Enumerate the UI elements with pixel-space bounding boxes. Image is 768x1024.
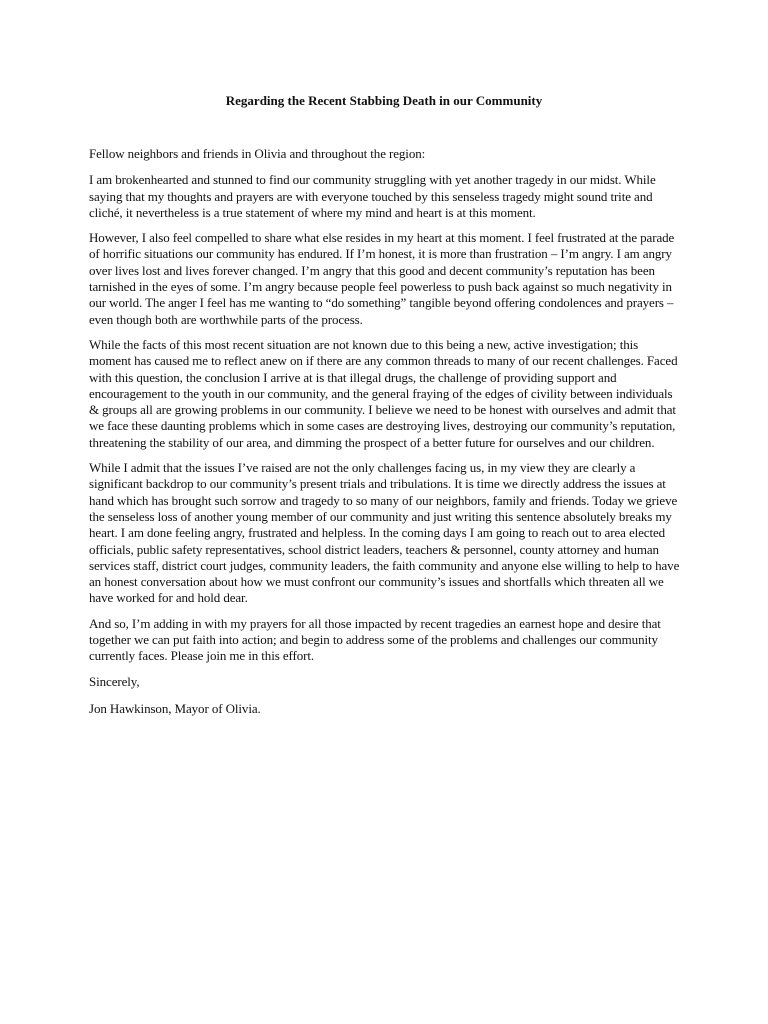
paragraph-1: I am brokenhearted and stunned to find our community struggling with yet another tragedy in our midst. While saying that my thoughts and prayers are with everyone touched by this senseless tragedy might sound trite and cliché, it nevertheless is a true statement of where my mind and heart is at this moment. xyxy=(89,172,656,220)
letter-title: Regarding the Recent Stabbing Death in our Community xyxy=(225,93,543,108)
paragraph-4: While I admit that the issues I’ve raised are not the only challenges facing us, in my view they are clearly a significant backdrop to our community’s present trials and tribulations. It is time we directly address the issues at hand which has brought such sorrow and tragedy to so many of our neighbors, family and friends. Today we grieve the senseless loss of another young member of our community and just writing this sentence absolutely breaks my heart. I am done feeling angry, frustrated and helpless. In the coming days I am going to reach out to area elected officials, public safety representatives, school district leaders, teachers & personnel, county attorney and human services staff, district court judges, community leaders, the faith community and anyone else willing to help to have an honest conversation about how we must confront our community’s issues and shortfalls which threaten all we have worked for and hold dear. xyxy=(89,460,680,606)
paragraph-2: However, I also feel compelled to share what else resides in my heart at this moment. I feel frustrated at the parade of horrific situations our community has endured. If I’m honest, it is more than frustration – I’m angry. I am angry over lives lost and lives forever changed. I’m angry that this good and decent community’s reputation has been tarnished in the eyes of some. I’m angry because people feel powerless to push back against so much negativity in our world. The anger I feel has me wanting to “do something” tangible beyond offering condolences and prayers – even though both are worthwhile parts of the process. xyxy=(89,230,675,327)
letter-body xyxy=(89,146,681,726)
closing: Sincerely, xyxy=(89,673,140,689)
salutation: Fellow neighbors and friends in Olivia and throughout the region: xyxy=(89,146,426,161)
paragraph-5: And so, I’m adding in with my prayers for all those impacted by recent tragedies an earnest hope and desire that together we can put faith into action; and begin to address some of the problems and challenges our community currently faces. Please join me in this effort. xyxy=(89,615,661,664)
paragraph-3: While the facts of this most recent situation are not known due to this being a new, active investigation; this moment has caused me to reflect anew on if there are any common threads to many of our recent challenges. Faced with this question, the conclusion I arrive at is that illegal drugs, the challenge of providing support and encouragement to the youth in our community, and the general fraying of the edges of civility between individuals & groups all are growing problems in our community. I believe we need to be honest with ourselves and admit that we face these daunting problems which in some cases are destroying lives, destroying our community’s reputation, threatening the stability of our area, and dimming the prospect of a better future for ourselves and our children. xyxy=(89,336,678,450)
signature: Jon Hawkinson, Mayor of Olivia. xyxy=(89,700,261,716)
